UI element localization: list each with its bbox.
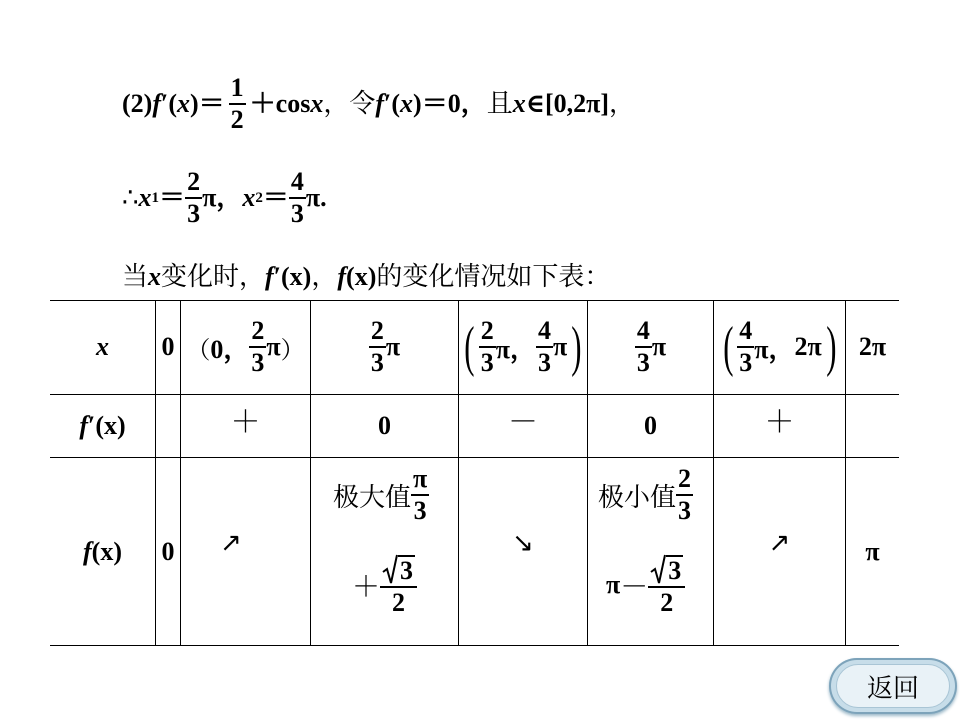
radical-sign-icon xyxy=(382,554,398,584)
fraction-four-thirds xyxy=(737,318,754,376)
row-fprime-cell-3 xyxy=(459,395,587,443)
f-symbol: f xyxy=(83,536,92,566)
plus-cos: ＋cos xyxy=(249,89,311,118)
part-label: (2) xyxy=(122,89,153,118)
pi-comma: π， xyxy=(202,183,243,212)
open-paren: ( xyxy=(722,316,734,378)
f-symbol: f xyxy=(152,89,161,118)
value-zero: 0 xyxy=(378,411,391,440)
plus-sign: ＋ xyxy=(764,405,795,440)
denominator: 3 xyxy=(636,348,650,377)
fraction-two-thirds xyxy=(479,318,496,376)
plus-sign: ＋ xyxy=(230,405,261,440)
table-bottom-border xyxy=(50,645,899,646)
row-f-maximum-tail xyxy=(352,550,417,620)
pi: π xyxy=(865,536,880,566)
fraction-two-thirds xyxy=(185,169,202,227)
pi: π xyxy=(553,332,568,361)
denominator: 3 xyxy=(413,496,427,525)
denominator: 2 xyxy=(230,105,244,134)
row-f-header xyxy=(50,458,155,645)
pi-comma: π， xyxy=(754,334,795,364)
sqrt-expression xyxy=(380,554,417,584)
close-paren: ) xyxy=(825,316,837,378)
subscript: 1 xyxy=(151,189,160,206)
fraction-two-thirds xyxy=(249,318,266,376)
pi: π xyxy=(651,332,667,361)
minus-sign: － xyxy=(620,570,649,603)
line-2-roots xyxy=(122,168,327,228)
row-fprime-cell-5 xyxy=(714,395,845,443)
close-paren: ） xyxy=(280,335,305,364)
row-x-interval-1 xyxy=(181,300,310,394)
fraction-four-thirds xyxy=(536,318,553,376)
row-x-cell-6 xyxy=(846,300,899,394)
fraction-sqrt3-over-2 xyxy=(648,554,685,616)
f-symbol: f xyxy=(79,411,89,440)
f-symbol: f xyxy=(265,262,274,291)
numerator: 4 xyxy=(538,316,551,345)
numerator: 4 xyxy=(290,167,304,196)
local-min-label: 极小值 xyxy=(598,482,677,513)
value-zero: 0 xyxy=(161,536,175,566)
numerator: 4 xyxy=(636,316,650,345)
local-max-label: 极大值 xyxy=(333,482,412,513)
interval: ∈[0,2π] xyxy=(525,89,610,118)
row-f-cell-0 xyxy=(156,458,180,645)
equals: ＝ xyxy=(159,183,186,212)
x-var: x xyxy=(242,183,256,212)
denominator: 3 xyxy=(678,496,692,525)
radical-sign-icon xyxy=(650,554,666,584)
x-var: x xyxy=(138,183,152,212)
fraction-one-half xyxy=(229,75,246,133)
comma: ， xyxy=(311,262,338,292)
numerator: 2 xyxy=(187,167,201,196)
let-word: 令 xyxy=(349,89,376,119)
fraction-sqrt3-over-2 xyxy=(380,554,417,616)
radicand: 3 xyxy=(668,555,682,585)
x-label: x xyxy=(96,332,109,361)
denominator: 2 xyxy=(392,588,406,617)
equals: ＝ xyxy=(262,183,289,212)
pi: π xyxy=(385,332,401,361)
numerator: π xyxy=(413,464,428,493)
f-symbol: f xyxy=(337,262,347,291)
denominator: 3 xyxy=(370,348,384,377)
denominator: 3 xyxy=(739,348,753,377)
line-1-derivative xyxy=(122,74,635,134)
fraction-four-thirds xyxy=(635,318,652,376)
table-intro-text: 的变化情况如下表： xyxy=(376,262,611,292)
fraction-two-thirds xyxy=(676,466,693,524)
prime-symbol: ′ xyxy=(161,89,169,118)
numerator: 2 xyxy=(370,316,384,345)
open-paren: ( xyxy=(464,316,475,378)
value-zero: 0 xyxy=(644,411,657,440)
comma: ， xyxy=(323,89,350,119)
row-x-point-4 xyxy=(588,300,713,394)
fraction-four-thirds xyxy=(289,169,306,227)
x-var: x xyxy=(148,262,162,291)
numerator: 2 xyxy=(251,316,265,345)
pi-comma: π， xyxy=(495,334,536,364)
row-f-maximum-label xyxy=(333,466,429,524)
row-x-header xyxy=(50,300,155,394)
row-fprime-cell-1 xyxy=(181,395,310,443)
x-var: x xyxy=(176,89,190,118)
pi: π xyxy=(606,570,621,599)
row-f-cell-6 xyxy=(846,458,899,645)
numerator: 2 xyxy=(678,464,692,493)
row-x-point-2 xyxy=(311,300,458,394)
denominator: 3 xyxy=(538,348,551,377)
x-var: x xyxy=(400,89,414,118)
args: (x) xyxy=(346,262,377,291)
row-f-cell-3 xyxy=(459,458,587,628)
increasing-arrow-icon: ↗ xyxy=(768,528,791,558)
prime-symbol: ′ xyxy=(384,89,392,118)
two-pi: 2π xyxy=(794,332,822,361)
args: (x) xyxy=(281,262,312,291)
x-var: x xyxy=(310,89,324,118)
comma: ， xyxy=(609,89,636,119)
open-paren: （ xyxy=(186,335,211,364)
value-zero-comma: 0， xyxy=(210,334,250,364)
prime-symbol: ′ xyxy=(273,262,282,291)
equals-zero: ＝0， xyxy=(421,89,487,118)
value-zero: 0 xyxy=(161,332,175,361)
denominator: 3 xyxy=(251,348,265,377)
radicand: 3 xyxy=(400,555,414,585)
row-f-cell-1 xyxy=(181,458,281,628)
subscript: 2 xyxy=(255,189,263,206)
args: (x) xyxy=(95,411,126,440)
row-x-interval-5 xyxy=(714,300,845,394)
pi-period: π. xyxy=(305,183,327,212)
paren: ) xyxy=(413,89,422,118)
denominator: 3 xyxy=(187,199,201,228)
back-button[interactable] xyxy=(829,658,957,714)
prime-symbol: ′ xyxy=(88,411,96,440)
row-x-cell-0 xyxy=(156,300,180,394)
row-x-interval-3 xyxy=(459,300,587,394)
back-button-label[interactable]: 返回 xyxy=(836,664,950,708)
plus-sign: ＋ xyxy=(352,570,381,603)
paren: ) xyxy=(189,89,199,118)
row-fprime-header xyxy=(50,395,155,457)
numerator: 4 xyxy=(739,316,753,345)
numerator: 1 xyxy=(230,73,244,102)
row-f-minimum-tail xyxy=(606,550,685,620)
paren: ( xyxy=(391,89,401,118)
line-3-intro xyxy=(122,260,610,294)
decreasing-arrow-icon: ↘ xyxy=(512,528,534,558)
denominator: 3 xyxy=(480,348,494,377)
paren: ( xyxy=(168,89,177,118)
fraction-pi-over-3 xyxy=(411,466,429,524)
therefore-symbol: ∴ xyxy=(122,183,139,213)
fraction-two-thirds xyxy=(369,318,386,376)
pi: π xyxy=(266,332,281,361)
denominator: 2 xyxy=(660,588,674,617)
sqrt-expression xyxy=(648,554,685,584)
when-word: 当 xyxy=(122,262,149,292)
row-fprime-cell-4 xyxy=(588,395,713,457)
x-var: x xyxy=(512,89,526,118)
close-paren: ) xyxy=(571,316,582,378)
equals: ＝ xyxy=(198,89,225,118)
two-pi: 2π xyxy=(858,332,887,361)
and-word: 且 xyxy=(486,89,513,119)
increasing-arrow-icon: ↗ xyxy=(220,528,242,558)
row-f-cell-5 xyxy=(714,458,845,628)
minus-sign: － xyxy=(508,405,538,440)
changes-text: 变化时， xyxy=(161,262,266,292)
row-f-minimum-label xyxy=(598,466,693,524)
numerator: 2 xyxy=(480,316,494,345)
f-symbol: f xyxy=(375,89,385,118)
row-fprime-cell-2 xyxy=(311,395,458,457)
denominator: 3 xyxy=(290,199,304,228)
args: (x) xyxy=(91,536,122,566)
